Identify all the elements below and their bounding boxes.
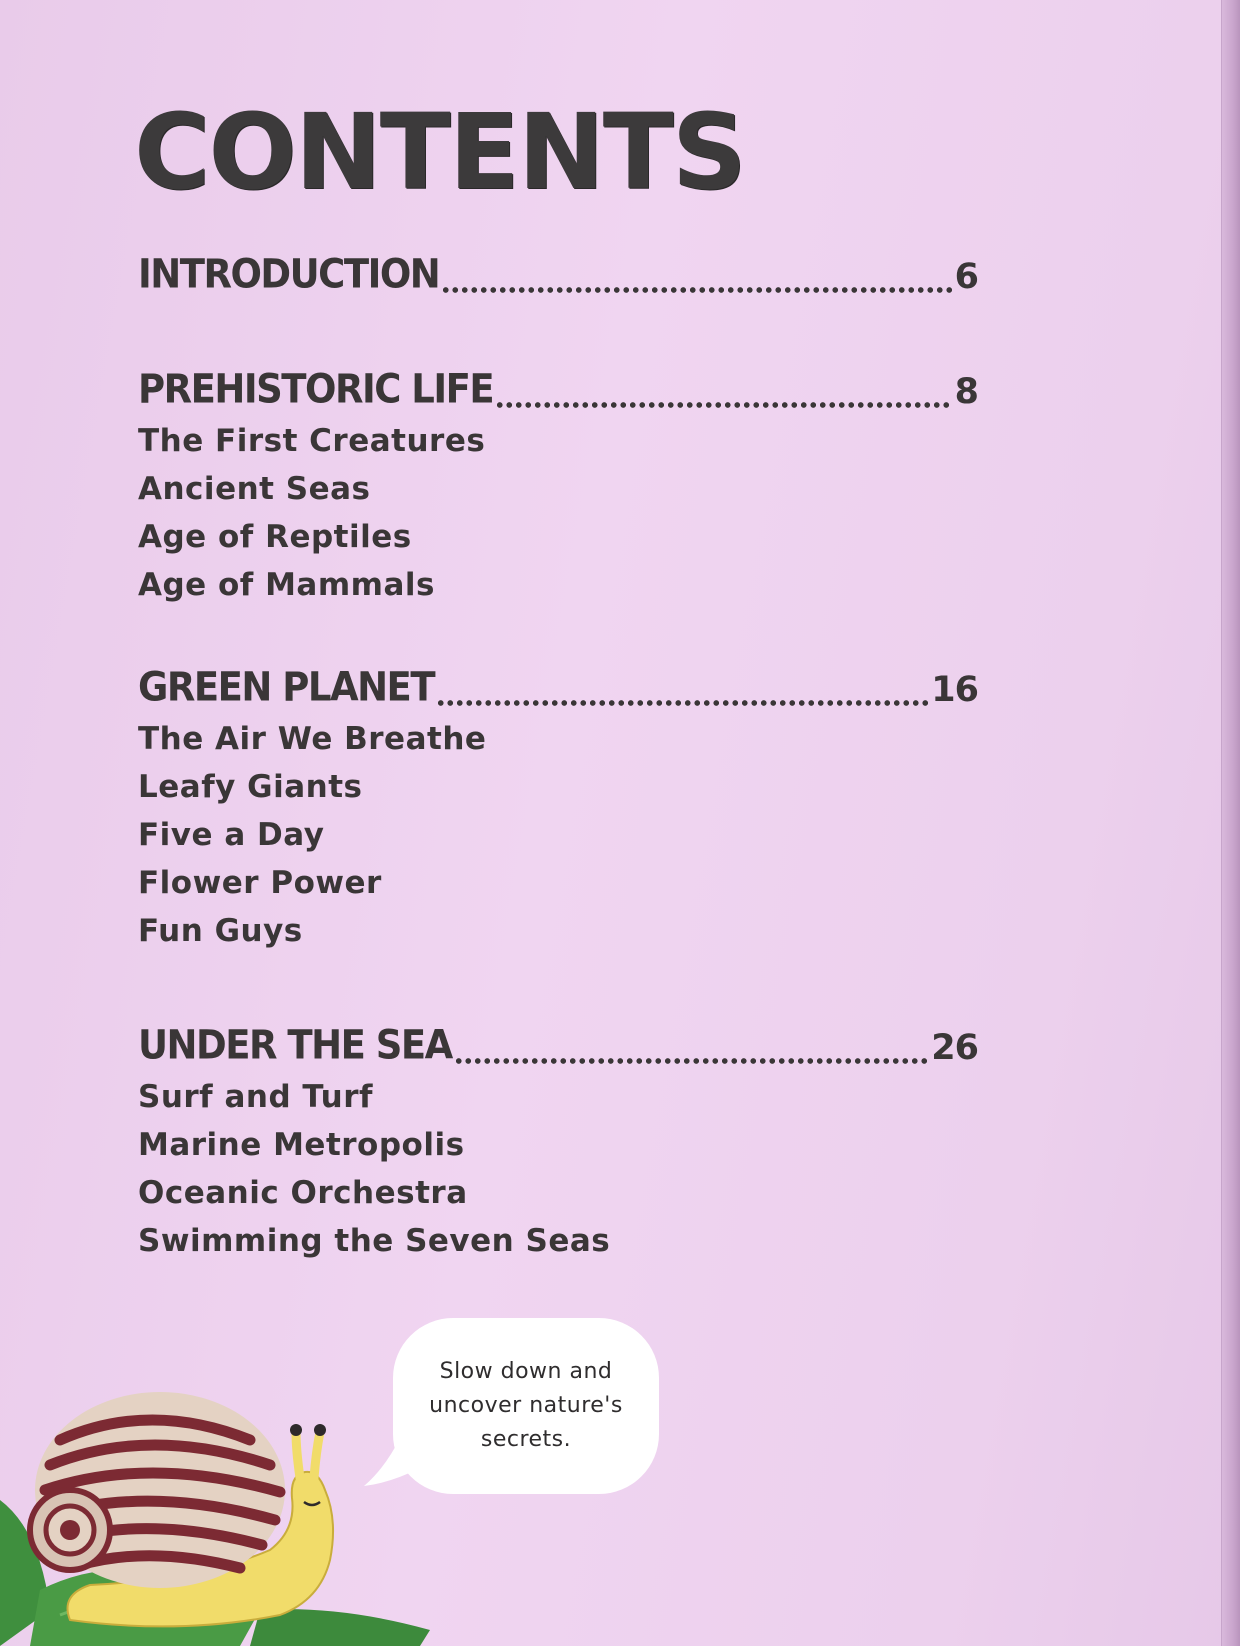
toc-item[interactable]: Five a Day — [138, 817, 325, 853]
toc-section-heading[interactable] — [138, 365, 978, 417]
page-edge — [1221, 0, 1240, 1646]
section-title: INTRODUCTION — [138, 250, 440, 297]
toc-section-heading[interactable] — [138, 250, 978, 302]
section-page-number: 26 — [931, 1028, 978, 1068]
toc-item[interactable]: Surf and Turf — [138, 1079, 374, 1115]
toc-item[interactable]: Age of Mammals — [138, 567, 435, 603]
toc-item[interactable]: The First Creatures — [138, 423, 486, 459]
toc-section-introduction — [138, 250, 978, 302]
toc-item[interactable]: The Air We Breathe — [138, 721, 487, 757]
section-page-number: 8 — [954, 372, 978, 412]
section-page-number: 6 — [954, 257, 978, 297]
section-page-number: 16 — [931, 670, 978, 710]
speech-line: Slow down and — [439, 1359, 613, 1384]
dot-leader — [495, 401, 952, 409]
toc-item[interactable]: Swimming the Seven Seas — [138, 1223, 611, 1259]
toc-section-heading[interactable] — [138, 663, 978, 715]
speech-bubble-text — [416, 1355, 636, 1457]
dot-leader — [454, 1057, 929, 1065]
toc-item[interactable]: Marine Metropolis — [138, 1127, 465, 1163]
snail-icon — [0, 1380, 440, 1646]
speech-line: secrets. — [480, 1427, 572, 1452]
toc-item[interactable]: Age of Reptiles — [138, 519, 412, 555]
speech-line: uncover nature's — [429, 1393, 623, 1418]
toc-section-under-the-sea — [138, 1021, 978, 1265]
toc-item[interactable]: Ancient Seas — [138, 471, 371, 507]
section-title: GREEN PLANET — [138, 663, 435, 710]
page-title: CONTENTS — [134, 91, 745, 213]
toc-section-heading[interactable] — [138, 1021, 978, 1073]
toc-section-prehistoric-life — [138, 365, 978, 609]
toc-item[interactable]: Fun Guys — [138, 913, 303, 949]
dot-leader — [436, 699, 929, 707]
toc-item-list — [138, 715, 978, 955]
toc-item[interactable]: Leafy Giants — [138, 769, 363, 805]
toc-item[interactable]: Flower Power — [138, 865, 382, 901]
dot-leader — [441, 286, 952, 294]
toc-item-list — [138, 417, 978, 609]
toc-item[interactable]: Oceanic Orchestra — [138, 1175, 468, 1211]
section-title: PREHISTORIC LIFE — [138, 365, 494, 412]
toc-section-green-planet — [138, 663, 978, 955]
toc-item-list — [138, 1073, 978, 1265]
section-title: UNDER THE SEA — [138, 1021, 452, 1068]
